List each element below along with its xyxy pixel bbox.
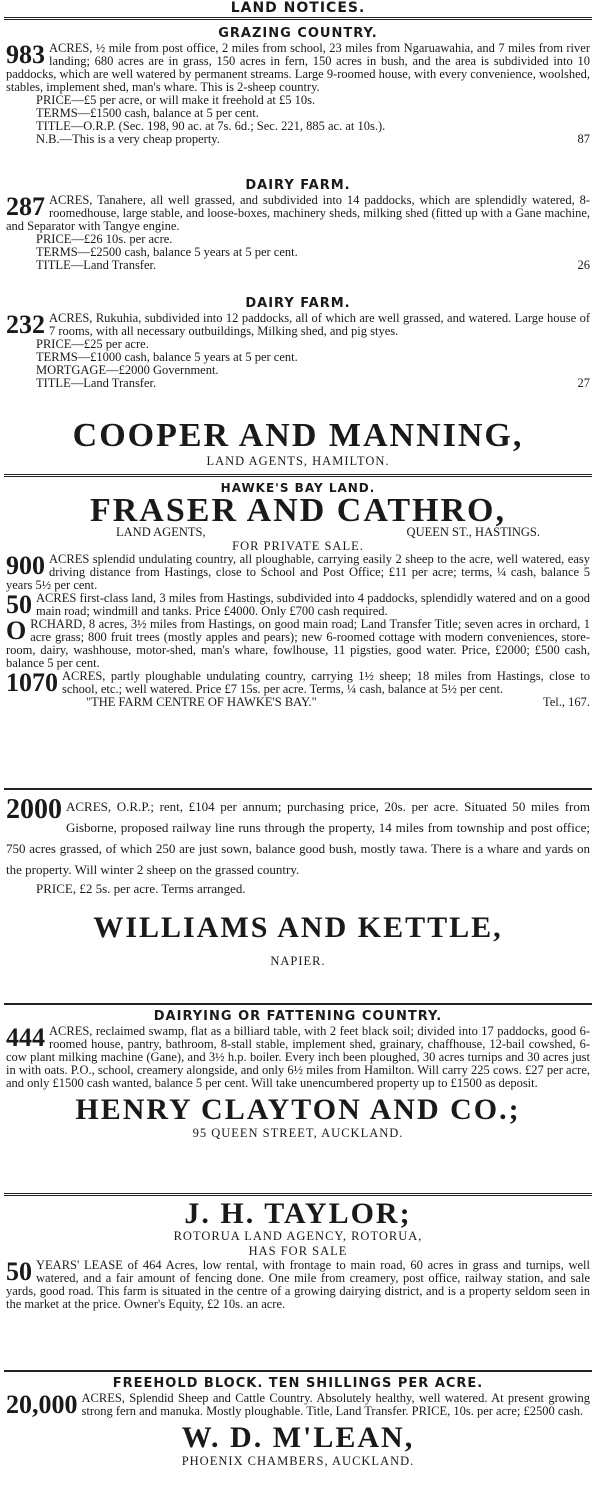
grazing-terms: TERMS—£1500 cash, balance at 5 per cent. [36, 106, 259, 120]
divider [4, 1193, 592, 1196]
freehold-description: ACRES, Splendid Sheep and Cattle Country. Absolutely healthy, well watered. At present growing strong fern and manuka. Mostly ploughable. Title, Land Transfer. PRICE, 10s. per acre; £2500 cash. [81, 1391, 590, 1418]
fattening-notice [6, 1009, 590, 1140]
cooper-manning-sub: LAND AGENTS, HAMILTON. [206, 454, 390, 468]
dairy1-terms: TERMS—£2500 cash, balance 5 years at 5 per cent. [36, 245, 298, 259]
divider [4, 1003, 592, 1005]
williams-kettle-name: WILLIAMS AND KETTLE, [93, 911, 503, 944]
page-title: LAND NOTICES. [230, 0, 366, 16]
grazing-title: TITLE—O.R.P. (Sec. 198, 90 ac. at 7s. 6d.; Sec. 221, 885 ac. at 10s.). [36, 119, 386, 133]
divider [4, 474, 592, 477]
taylor-description: YEARS' LEASE of 464 Acres, low rental, with frontage to main road, 60 acres in grass and turnips, well watered, and a fair amount of fencing done. One mile from creamery, post office, railway station, and sale yards, good road. This farm is situated in the centre of a growing dairying district, and is a property seldom seen in the market at the price. Owner's Equity, £2 10s. an acre. [6, 1258, 590, 1311]
taylor-years-number: 50 [6, 1257, 32, 1286]
dairy2-description: ACRES, Rukuhia, subdivided into 12 paddocks, all of which are well grassed, and watered. Large house of 7 rooms, with all necessary outbuildings, Milking shed, and pig styes. [49, 311, 590, 338]
mclean-address: PHOENIX CHAMBERS, AUCKLAND. [181, 1454, 415, 1468]
taylor-name: J. H. TAYLOR; [184, 1197, 412, 1230]
dairy2-mortgage: MORTGAGE—£2000 Government. [36, 363, 219, 377]
fattening-description: ACRES, reclaimed swamp, flat as a billiard table, with 2 feet black soil; divided into 17 paddocks, good 6-roomed house, pantry, bathroom, 8-stall stable, implement shed, grainary, chaffhouse, 12-bail cowshed, 6-cow plant milking machine (Gane), and 3½ h.p. boiler. Every inch been ploughed, 30 acres turnips and 30 acres just in with oats. P.O., school, creamery alongside, and only 6½ miles from Hamilton. Will carry 225 cows. £27 per acre, and only £1500 cash wanted, balance 5 per cent. Will take unencumbered property up to £1500 as deposit. [6, 1024, 590, 1090]
dairy1-description: ACRES, Tanahere, all well grassed, and subdivided into 14 paddocks, which are splendidly watered, 8-roomedhouse, large stable, and loose-boxes, machinery sheds, milking shed (fitted up with a Gane machine, and Separator with Tangye engine. [6, 193, 590, 233]
hb-item-number: 50 [6, 590, 32, 619]
taylor-notice [6, 1199, 590, 1311]
gisborne-description: ACRES, O.R.P.; rent, £104 per annum; purchasing price, 20s. per acre. Situated 50 miles from Gisborne, proposed railway line runs through the property, 14 miles from township and post office; 750 acres grassed, of which 250 are just sown, balance good bush, mostly tawa. There is a whare and yards on the property. Will winter 2 sheep on the grassed country. [6, 799, 590, 877]
dairy2-acres-number: 232 [6, 310, 45, 339]
telephone-number: Tel., 167. [542, 695, 590, 709]
taylor-for-sale: HAS FOR SALE [248, 1244, 348, 1258]
henry-clayton-name: HENRY CLAYTON AND CO.; [75, 1093, 521, 1126]
dairy-farm-notice-1 [6, 178, 590, 272]
dairy1-ref: 26 [577, 258, 590, 272]
cooper-manning-block [6, 418, 590, 468]
hb-item-number: 1070 [6, 668, 58, 697]
gisborne-price: PRICE, £2 5s. per acre. Terms arranged. [36, 881, 246, 896]
grazing-description: ACRES, ½ mile from post office, 2 miles from school, 23 miles from Ngaruawahia, and 7 miles from river landing; 680 acres are in grass, 150 acres in fern, 150 acres in bush, and the area is subdivided into 10 paddocks, which are well watered by permanent streams. Large 9-roomed house, with every convenience, woolshed, stables, implement shed, man's whare. This is 2-sheep country. [6, 41, 590, 94]
dairy1-title: TITLE—Land Transfer. [36, 258, 157, 272]
grazing-price: PRICE—£5 per acre, or will make it freehold at £5 10s. [36, 93, 316, 107]
dairy1-heading: DAIRY FARM. [245, 178, 351, 193]
hb-item-text: ACRES splendid undulating country, all ploughable, carrying easily 2 sheep to the acre, well watered, easy driving distance from Hastings, close to School and Post Office; £11 per acre; terms, ¼ cash, balance 5 years 5½ per cent. [6, 552, 590, 592]
hb-item-text: ACRES, partly ploughable undulating country, carrying 1½ sheep; 18 miles from Hastings, close to school, etc.; well watered. Price £7 15s. per acre. Terms, ¼ cash, balance at 5½ per cent. [62, 669, 590, 696]
cooper-manning-name: COOPER AND MANNING, [72, 417, 524, 454]
farm-centre-slogan: "THE FARM CENTRE OF HAWKE'S BAY." [86, 695, 317, 709]
freehold-notice [6, 1376, 590, 1468]
dairy1-acres-number: 287 [6, 192, 45, 221]
taylor-agency: ROTORUA LAND AGENCY, ROTORUA, [173, 1229, 423, 1243]
henry-clayton-address: 95 QUEEN STREET, AUCKLAND. [192, 1126, 404, 1140]
hb-item-number: O [6, 616, 27, 645]
hawkes-heading: HAWKE'S BAY LAND. [220, 481, 376, 495]
grazing-notice [6, 26, 590, 146]
dairy2-heading: DAIRY FARM. [245, 296, 351, 311]
fraser-cathro-street: QUEEN ST., HASTINGS. [406, 525, 540, 539]
fattening-acres-number: 444 [6, 1023, 45, 1052]
dairy-farm-notice-2 [6, 296, 590, 390]
page-header [6, 0, 590, 16]
fraser-cathro-agents: LAND AGENTS, [116, 525, 206, 539]
divider [4, 1370, 592, 1372]
dairy2-terms: TERMS—£1000 cash, balance 5 years at 5 per cent. [36, 350, 298, 364]
napier-label: NAPIER. [270, 954, 326, 968]
divider [4, 17, 592, 20]
divider [4, 788, 592, 790]
grazing-acres-number: 983 [6, 40, 45, 69]
dairy1-price: PRICE—£26 10s. per acre. [36, 232, 173, 246]
grazing-heading: GRAZING COUNTRY. [218, 26, 378, 41]
hb-item-text: RCHARD, 8 acres, 3½ miles from Hastings, on good main road; Land Transfer Title; seven acres in orchard, 1 acre grass; 800 fruit trees (mostly apples and pears); new 6-roomed cottage with modern conveniences, store-room, dairy, washhouse, motor-shed, man's whare, fowlhouse, 11 pigsties, good water. Price, £2000; £500 cash, balance 5 per cent. [6, 617, 590, 670]
dairy2-ref: 27 [577, 376, 590, 390]
freehold-heading: FREEHOLD BLOCK. TEN SHILLINGS PER ACRE. [112, 1376, 484, 1391]
grazing-nb: N.B.—This is a very cheap property. [36, 132, 220, 146]
mclean-name: W. D. M'LEAN, [181, 1421, 415, 1454]
fraser-cathro-name: FRASER AND CATHRO, [89, 492, 506, 529]
private-sale-label: FOR PRIVATE SALE. [232, 539, 364, 553]
gisborne-notice [6, 796, 590, 968]
dairy2-title: TITLE—Land Transfer. [36, 376, 157, 390]
hawkes-bay-block [6, 481, 590, 709]
gisborne-acres-number: 2000 [6, 794, 62, 825]
fattening-heading: DAIRYING OR FATTENING COUNTRY. [153, 1009, 443, 1024]
hb-item-text: ACRES first-class land, 3 miles from Hastings, subdivided into 4 paddocks, splendidly watered and on a good main road; windmill and tanks. Price £4000. Only £700 cash required. [36, 591, 590, 618]
dairy2-price: PRICE—£25 per acre. [36, 337, 149, 351]
freehold-acres-number: 20,000 [6, 1390, 78, 1419]
hb-item-number: 900 [6, 551, 45, 580]
grazing-ref: 87 [577, 132, 590, 146]
